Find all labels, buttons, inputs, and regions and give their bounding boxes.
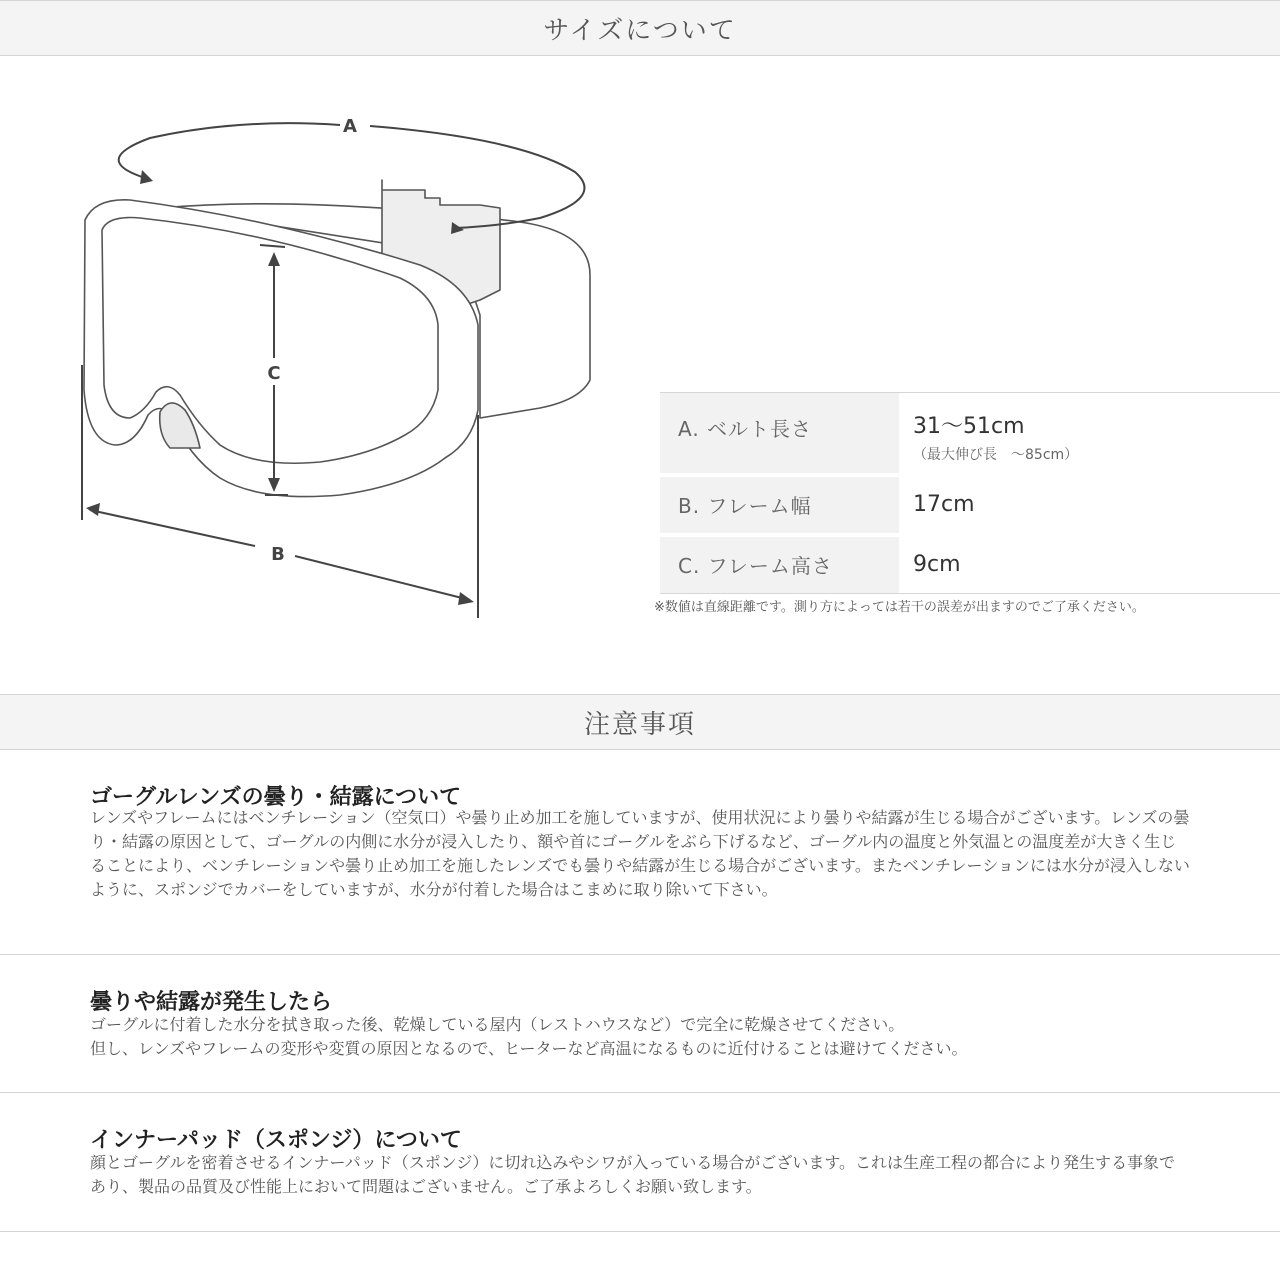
- spec-label-frame-width: B. フレーム幅: [660, 475, 899, 535]
- dimension-a-label: A: [343, 116, 357, 137]
- note-fogging: [0, 748, 1280, 955]
- note-inner-pad-body: 顔とゴーグルを密着させるインナーパッド（スポンジ）に切れ込みやシワが入っている場合がございます。これは生産工程の都合により発生する事象であり、製品の品質及び性能上において問題はございません。ご了承よろしくお願い致します。: [90, 1153, 1176, 1196]
- note-when-fogged-heading: 曇りや結露が発生したら: [90, 990, 333, 1015]
- goggle-size-diagram: [60, 90, 620, 650]
- measurement-note: ※数値は直線距離です。測り方によっては若干の誤差が出ますのでご了承ください。: [654, 600, 1145, 615]
- spec-row-frame-height: [660, 535, 1280, 594]
- note-fogging-body: レンズやフレームにはベンチレーション（空気口）や曇り止め加工を施していますが、使用状況により曇りや結露が生じる場合がございます。レンズの曇り・結露の原因として、ゴーグルの内側に水分が浸入したり、額や首にゴーグルをぶら下げるなど、ゴーグル内の温度と外気温との温度差が大きく生じることにより、ベンチレーションや曇り止め加工を施したレンズでも曇りや結露が生じる場合がございます。またベンチレーションには水分が浸入しないように、スポンジでカバーをしていますが、水分が付着した場合はこまめに取り除いて下さい。: [90, 808, 1190, 899]
- spec-row-frame-width: [660, 475, 1280, 535]
- note-fogging-heading: ゴーグルレンズの曇り・結露について: [90, 785, 462, 810]
- notes-section-header: [0, 694, 1280, 750]
- note-when-fogged-body: ゴーグルに付着した水分を拭き取った後、乾燥している屋内（レストハウスなど）で完全に乾燥させてください。 但し、レンズやフレームの変形や変質の原因となるので、ヒーターなど高温になるものに近付けることは避けてください。: [90, 1015, 968, 1058]
- spec-value-belt-max: （最大伸び長 〜85cm）: [913, 447, 1079, 463]
- spec-label-belt: A. ベルト長さ: [660, 393, 899, 475]
- notes-section-title: 注意事項: [583, 709, 696, 740]
- spec-row-belt: [660, 393, 1280, 475]
- size-section-title: サイズについて: [543, 15, 737, 46]
- size-section-header: [0, 0, 1280, 56]
- spec-label-frame-height: C. フレーム高さ: [660, 535, 899, 594]
- spec-value-belt-main: 31〜51cm: [913, 414, 1025, 439]
- note-inner-pad-heading: インナーパッド（スポンジ）について: [90, 1128, 462, 1153]
- spec-value-frame-width: 17cm: [899, 475, 1280, 535]
- dimension-c-label: C: [267, 363, 281, 384]
- spec-value-belt: [899, 393, 1280, 475]
- note-when-fogged: [0, 955, 1280, 1093]
- note-inner-pad: [0, 1093, 1280, 1232]
- dimension-b-label: B: [271, 544, 285, 565]
- size-spec-table: [660, 392, 1280, 594]
- spec-value-frame-height: 9cm: [899, 535, 1280, 594]
